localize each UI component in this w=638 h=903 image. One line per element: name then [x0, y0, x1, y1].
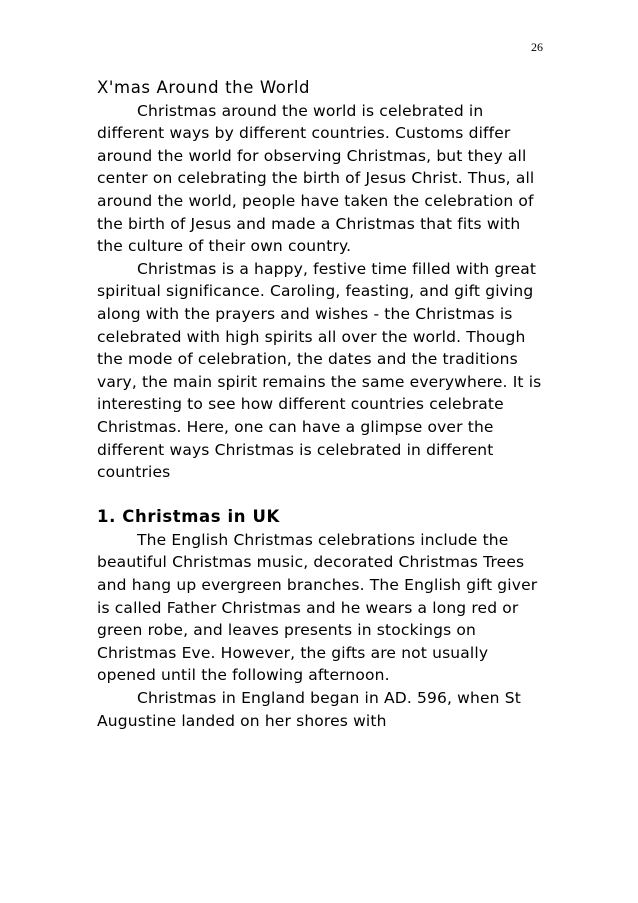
page-number: 26 [531, 40, 543, 54]
intro-paragraph: Christmas is a happy, festive time filled with great spiritual significance. Caroling, feasting, and gift giving along with the prayers and wishes - the Christmas is celebrated with high spirits all over the world. Though the mode of celebration, the dates and the traditions vary, the main spirit remains the same everywhere. It is interesting to see how different countries celebrate Christmas. Here, one can have a glimpse over the different ways Christmas is celebrated in different countries [97, 259, 542, 482]
section-spacer [97, 484, 546, 507]
section-paragraph: Christmas in England began in AD. 596, when St Augustine landed on her shores with [97, 689, 521, 730]
section-paragraph: The English Christmas celebrations include the beautiful Christmas music, decorated Christmas Trees and hang up evergreen branches. The English gift giver is called Father Christmas and he wears a long red or green robe, and leaves presents in stockings on Christmas Eve. However, the gifts are not usually opened until the following afternoon. [97, 530, 538, 685]
page-title: X'mas Around the World [97, 78, 311, 97]
intro-paragraph: Christmas around the world is celebrated in different ways by different countries. Customs differ around the world for observing Christmas, but they all center on celebrating the birth of Jesus Christ. Thus, all around the world, people have taken the celebration of the birth of Jesus and made a Christmas that fits with the culture of their own country. [97, 101, 535, 256]
section-heading: 1. Christmas in UK [97, 507, 280, 527]
page-content [97, 77, 546, 732]
